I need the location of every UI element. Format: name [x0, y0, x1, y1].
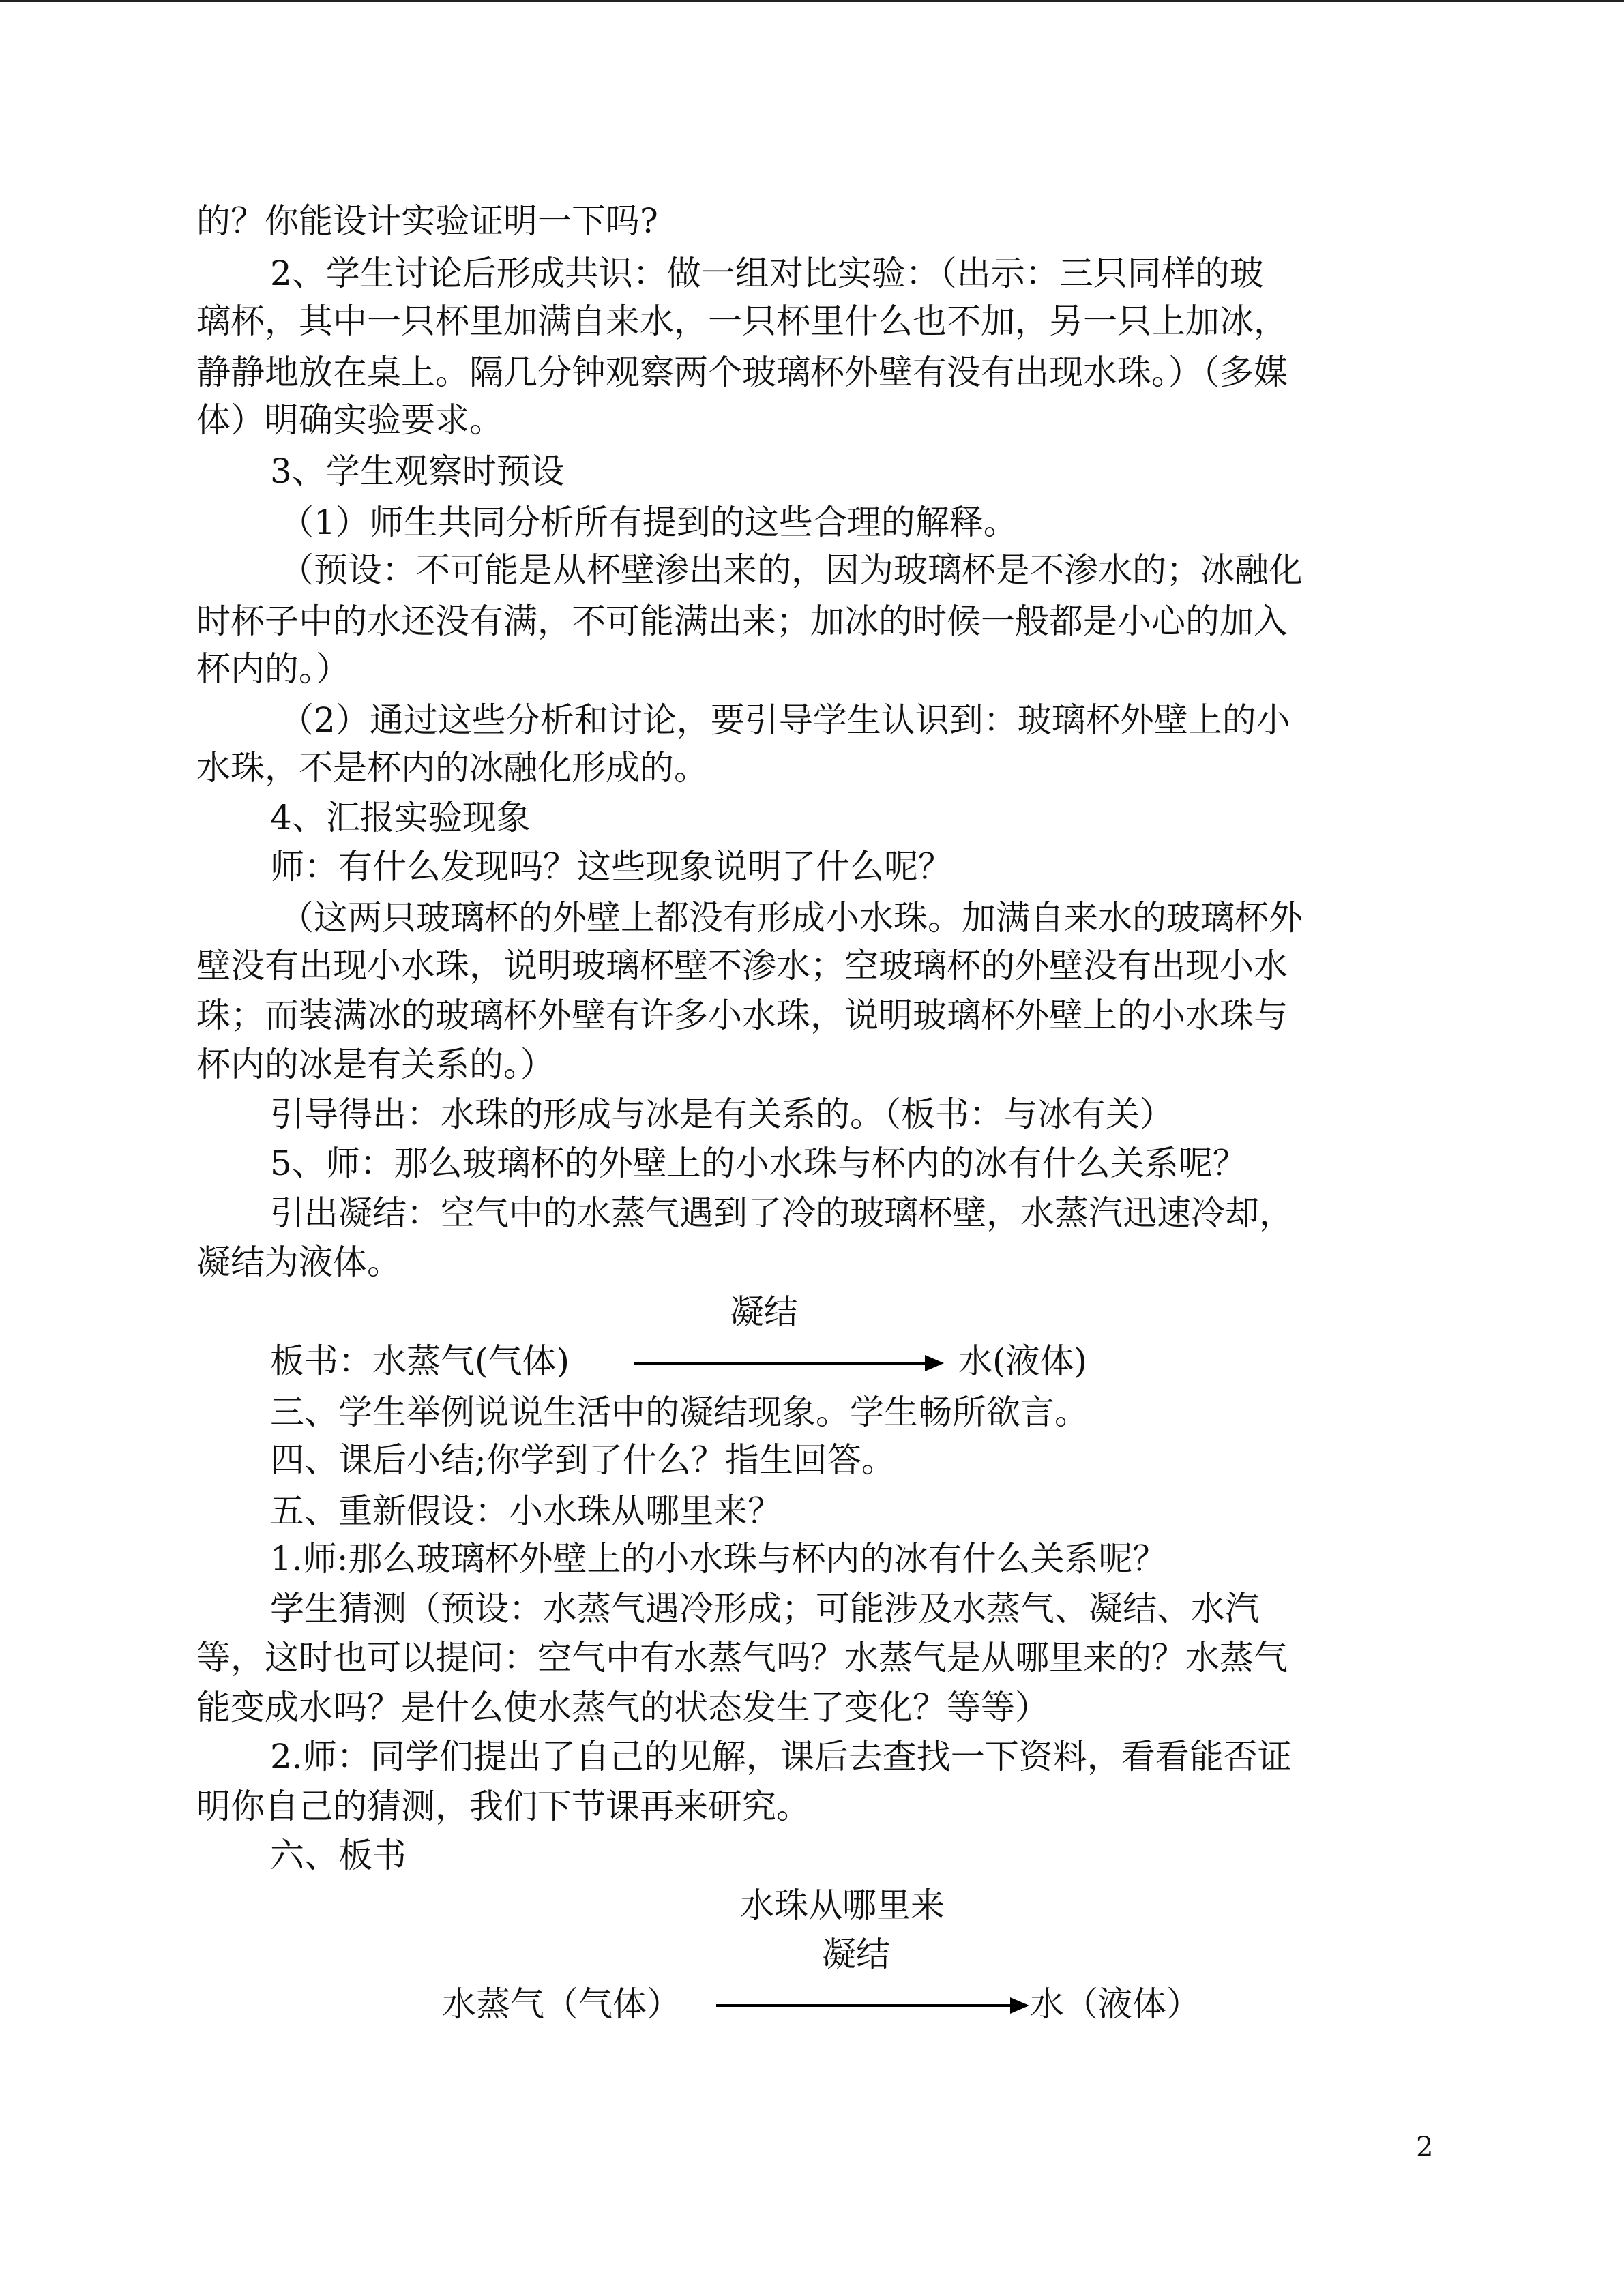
board-vapor-label: 水蒸气（气体）: [442, 1984, 681, 2024]
paragraph-line: 能变成水吗？是什么使水蒸气的状态发生了变化？等等）: [196, 1688, 1049, 1727]
page-top-border: [0, 0, 1624, 2]
paragraph-line: （这两只玻璃杯的外壁上都没有形成小水珠。加满自来水的玻璃杯外: [280, 898, 1303, 938]
paragraph-line: 珠；而装满冰的玻璃杯外壁有许多小水珠，说明玻璃杯外壁上的小水珠与: [196, 996, 1288, 1035]
paragraph-line: 杯内的。）: [196, 649, 350, 689]
paragraph-line: 等，这时也可以提问：空气中有水蒸气吗？水蒸气是从哪里来的？水蒸气: [196, 1638, 1288, 1678]
paragraph-line: 壁没有出现小水珠，说明玻璃杯壁不渗水；空玻璃杯的外壁没有出现小水: [196, 946, 1288, 985]
paragraph-line: 的？你能设计实验证明一下吗?: [196, 201, 658, 241]
paragraph-line: 5、师：那么玻璃杯的外壁上的小水珠与杯内的冰有什么关系呢？: [270, 1144, 1247, 1183]
paragraph-line: 引导得出：水珠的形成与冰是有关系的。（板书：与冰有关）: [270, 1094, 1174, 1134]
paragraph-line: 四、课后小结;你学到了什么？指生回答。: [270, 1440, 896, 1480]
paragraph-line: 五、重新假设：小水珠从哪里来？: [270, 1491, 782, 1531]
paragraph-line: 时杯子中的水还没有满，不可能满出来；加冰的时候一般都是小心的加入: [196, 601, 1288, 641]
paragraph-line: 六、板书: [270, 1836, 407, 1875]
board-water-label: 水（液体）: [1030, 1984, 1200, 2024]
paragraph-line: 杯内的冰是有关系的。）: [196, 1045, 555, 1084]
paragraph-line: 2.师：同学们提出了自己的见解，课后去查找一下资料，看看能否证: [270, 1737, 1292, 1776]
paragraph-line: 4、汇报实验现象: [270, 798, 531, 837]
paragraph-line: 学生猜测（预设：水蒸气遇冷形成；可能涉及水蒸气、凝结、水汽: [270, 1589, 1259, 1628]
board-writing-line: 板书：水蒸气(气体): [270, 1341, 570, 1381]
paragraph-line: 1.师:那么玻璃杯外壁上的小水珠与杯内的冰有什么关系呢？: [270, 1539, 1167, 1579]
board-condensation-arrow: [716, 2004, 1027, 2007]
paragraph-line: 引出凝结：空气中的水蒸气遇到了冷的玻璃杯壁，水蒸汽迅速冷却，: [270, 1193, 1293, 1233]
paragraph-line: （预设：不可能是从杯壁渗出来的，因为玻璃杯是不渗水的；冰融化: [280, 550, 1303, 590]
board-title: 水珠从哪里来: [740, 1885, 945, 1925]
paragraph-line: （2）通过这些分析和讨论，要引导学生认识到：玻璃杯外壁上的小: [280, 700, 1290, 740]
paragraph-line: 3、学生观察时预设: [270, 451, 565, 491]
paragraph-line: 水珠，不是杯内的冰融化形成的。: [196, 748, 708, 788]
page-number: 2: [1416, 2132, 1434, 2163]
paragraph-line: 三、学生举例说说生活中的凝结现象。学生畅所欲言。: [270, 1392, 1089, 1432]
paragraph-line: 璃杯，其中一只杯里加满自来水，一只杯里什么也不加，另一只上加冰，: [196, 301, 1288, 341]
paragraph-line: 凝结为液体。: [196, 1242, 401, 1282]
paragraph-line: 明你自己的猜测，我们下节课再来研究。: [196, 1787, 810, 1826]
board-condensation-label: 凝结: [822, 1935, 890, 1974]
condensation-arrow: [634, 1362, 941, 1365]
condensation-label: 凝结: [730, 1292, 798, 1332]
board-writing-result: 水(液体): [958, 1341, 1088, 1381]
paragraph-line: 静静地放在桌上。隔几分钟观察两个玻璃杯外壁有没有出现水珠。）（多媒: [196, 353, 1288, 392]
paragraph-line: （1）师生共同分析所有提到的这些合理的解释。: [280, 503, 1018, 542]
paragraph-line: 师：有什么发现吗？这些现象说明了什么呢？: [270, 847, 952, 886]
paragraph-line: 2、学生讨论后形成共识：做一组对比实验：（出示：三只同样的玻: [270, 254, 1264, 293]
paragraph-line: 体）明确实验要求。: [196, 400, 503, 440]
